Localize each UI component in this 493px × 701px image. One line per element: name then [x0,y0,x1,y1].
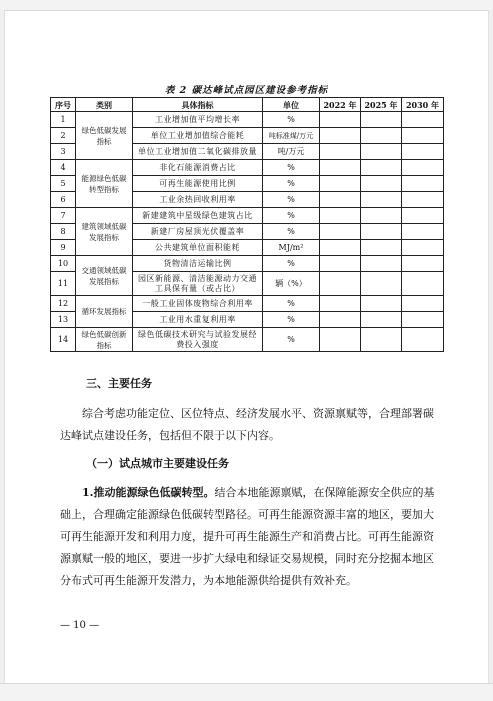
cell-no: 13 [51,312,76,328]
cell-2025 [361,208,402,224]
table-row [51,160,444,176]
cell-2025 [361,256,402,272]
cell-2025 [361,176,402,192]
cell-no: 10 [51,256,76,272]
cell-no: 1 [51,112,76,128]
indicator-table [50,97,444,352]
cell-2022 [320,256,361,272]
viewer-left-edge [0,10,5,683]
cell-indicator: 货物清洁运输比例 [133,256,263,272]
cell-indicator: 可再生能源使用比例 [133,176,263,192]
cell-2025 [361,192,402,208]
section-heading: 三、主要任务 [86,377,152,390]
cell-unit: % [263,296,320,312]
viewer-bottom-bar [0,683,493,701]
category-cell: 绿色低碳创新指标 [76,328,133,352]
header-indicator: 具体指标 [133,98,263,112]
paragraph-energy [60,482,435,592]
cell-2022 [320,272,361,296]
cell-no: 2 [51,128,76,144]
cell-2030 [402,272,444,296]
header-category: 类别 [76,98,133,112]
cell-indicator: 绿色低碳技术研究与试验发展经费投入强度 [133,328,263,352]
cell-indicator: 单位工业增加值综合能耗 [133,128,263,144]
category-cell: 绿色低碳发展指标 [76,112,133,160]
cell-2030 [402,144,444,160]
cell-2025 [361,272,402,296]
cell-2025 [361,144,402,160]
cell-2025 [361,240,402,256]
cell-2022 [320,128,361,144]
page-number: — 10 — [60,620,100,631]
cell-2022 [320,240,361,256]
cell-unit: % [263,176,320,192]
cell-no: 9 [51,240,76,256]
cell-no: 6 [51,192,76,208]
table-row [51,112,444,128]
cell-2025 [361,328,402,352]
cell-2030 [402,128,444,144]
cell-2022 [320,296,361,312]
cell-no: 14 [51,328,76,352]
cell-no: 11 [51,272,76,296]
cell-no: 3 [51,144,76,160]
cell-2030 [402,160,444,176]
table-row [51,256,444,272]
cell-indicator: 非化石能源消费占比 [133,160,263,176]
cell-2030 [402,240,444,256]
cell-no: 7 [51,208,76,224]
header-2025: 2025 年 [361,98,402,112]
cell-2022 [320,144,361,160]
paragraph-intro: 综合考虑功能定位、区位特点、经济发展水平、资源禀赋等，合理部署碳达峰试点建设任务，包括但不限于以下内容。 [60,407,434,442]
cell-indicator: 工业余热回收利用率 [133,192,263,208]
header-unit: 单位 [263,98,320,112]
table-header-row [51,98,444,112]
cell-unit: % [263,208,320,224]
paragraph-energy-body: 结合本地能源禀赋，在保障能源安全供应的基础上，合理确定能源绿色低碳转型路径。可再生能源资源丰富的地区，要加大可再生能源开发和利用力度，提升可再生能源生产和消费占比。可再生能源资源禀赋一般的地区，要进一步扩大绿电和绿证交易规模，同时充分挖掘本地区分布式可再生能源开发潜力，为本地能源供给提供有效补充。 [60,486,435,587]
cell-2030 [402,328,444,352]
cell-no: 5 [51,176,76,192]
cell-2022 [320,112,361,128]
cell-no: 4 [51,160,76,176]
cell-indicator: 新建厂房屋顶光伏覆盖率 [133,224,263,240]
category-cell: 交通领域低碳发展指标 [76,256,133,296]
cell-indicator: 工业增加值平均增长率 [133,112,263,128]
subsection-heading: （一）试点城市主要建设任务 [86,457,229,470]
viewer-right-edge [488,10,493,683]
cell-2030 [402,224,444,240]
cell-no: 12 [51,296,76,312]
header-2022: 2022 年 [320,98,361,112]
cell-indicator: 园区新能源、清洁能源动力交通工具保有量（或占比） [133,272,263,296]
category-cell: 能源绿色低碳转型指标 [76,160,133,208]
table-row [51,296,444,312]
category-cell: 循环发展指标 [76,296,133,328]
cell-indicator: 新建建筑中星级绿色建筑占比 [133,208,263,224]
cell-2022 [320,176,361,192]
header-2030: 2030 年 [402,98,444,112]
cell-2025 [361,296,402,312]
cell-2030 [402,256,444,272]
cell-unit: 辆（%） [263,272,320,296]
cell-unit: 吨/万元 [263,144,320,160]
cell-2025 [361,224,402,240]
cell-2022 [320,224,361,240]
cell-no: 8 [51,224,76,240]
cell-unit: % [263,328,320,352]
cell-indicator: 工业用水重复利用率 [133,312,263,328]
cell-unit: % [263,192,320,208]
cell-2025 [361,160,402,176]
cell-2022 [320,192,361,208]
cell-2022 [320,208,361,224]
cell-unit: % [263,112,320,128]
cell-2030 [402,296,444,312]
cell-unit: % [263,160,320,176]
cell-2030 [402,192,444,208]
cell-unit: 吨标准煤/万元 [263,128,320,144]
cell-unit: % [263,312,320,328]
table-row [51,328,444,352]
header-no: 序号 [51,98,76,112]
cell-indicator: 单位工业增加值二氧化碳排放量 [133,144,263,160]
cell-indicator: 一般工业固体废物综合利用率 [133,296,263,312]
cell-2025 [361,128,402,144]
cell-2022 [320,160,361,176]
cell-unit: % [263,224,320,240]
viewer-top-bar [0,0,493,11]
cell-unit: MJ/m² [263,240,320,256]
cell-indicator: 公共建筑单位面积能耗 [133,240,263,256]
paragraph-energy-lead: 1.推动能源绿色低碳转型。 [82,486,215,499]
table-caption: 表 2 碳达峰试点园区建设参考指标 [164,85,329,96]
cell-2030 [402,208,444,224]
cell-2030 [402,312,444,328]
table-row [51,208,444,224]
cell-2022 [320,312,361,328]
category-cell: 建筑领域低碳发展指标 [76,208,133,256]
cell-2030 [402,112,444,128]
cell-2030 [402,176,444,192]
cell-2022 [320,328,361,352]
cell-2025 [361,112,402,128]
cell-unit: % [263,256,320,272]
cell-2025 [361,312,402,328]
